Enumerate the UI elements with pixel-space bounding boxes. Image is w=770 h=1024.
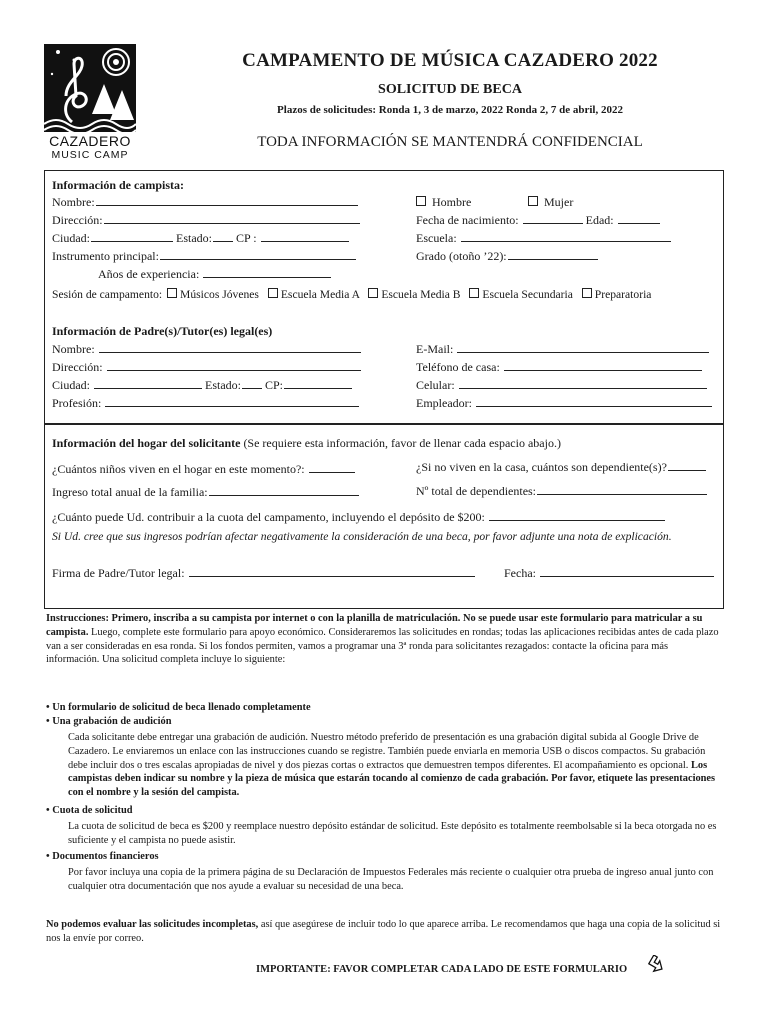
item-body: La cuota de solicitud de beca es $200 y reemplace nuestro depósito estándar de solicitud. Este depósito es totalmente reembolsable si la beca otorgada no es suficiente y el campista no puede asistir. [68, 821, 717, 846]
birthdate-label: Fecha de nacimiento: [416, 213, 519, 227]
logo-line1: CAZADERO [49, 133, 131, 149]
signature-label: Firma de Padre/Tutor legal: [52, 566, 185, 580]
guardian-profession-label: Profesión: [52, 396, 102, 410]
home-phone-label: Teléfono de casa: [416, 360, 500, 374]
dependents-outside-label: ¿Si no viven en la casa, cuántos son dependiente(s)? [416, 460, 667, 474]
camper-city-line[interactable] [91, 231, 173, 242]
camper-instrument-label: Instrumento principal: [52, 249, 159, 263]
guardian-name-label: Nombre: [52, 342, 95, 356]
camper-state-label: Estado: [176, 231, 212, 245]
item-body [68, 731, 720, 800]
home-phone-line[interactable] [504, 360, 702, 371]
guardian-city-label: Ciudad: [52, 378, 90, 392]
important-notice: IMPORTANTE: FAVOR COMPLETAR CADA LADO DE ESTE FORMULARIO [256, 964, 628, 975]
camper-years-line[interactable] [203, 267, 331, 278]
guardian-city-line[interactable] [94, 378, 202, 389]
instructions-bold: Instrucciones: Primero, inscriba a su campista por internet o con la planilla de matriculación. No se puede usar este formulario para matricular a su campista. [46, 613, 703, 638]
session-option-label: Escuela Secundaria [482, 288, 573, 301]
session-checkbox[interactable] [469, 288, 479, 298]
session-row [52, 288, 651, 301]
contribution-label: ¿Cuánto puede Ud. contribuir a la cuota del campamento, incluyendo el depósito de $200: [52, 510, 485, 524]
date-field[interactable] [504, 566, 714, 581]
employer-field[interactable] [416, 396, 712, 411]
male-option[interactable] [416, 195, 471, 210]
email-line[interactable] [457, 342, 709, 353]
session-option-middle-b[interactable] [368, 288, 460, 301]
guardian-heading: Información de Padre(s)/Tutor(es) legal(es) [52, 324, 273, 338]
cell-line[interactable] [459, 378, 707, 389]
guardian-address-label: Dirección: [52, 360, 103, 374]
female-checkbox[interactable] [528, 196, 538, 206]
item-title: Una grabación de audición [52, 716, 172, 727]
session-option-prep[interactable] [582, 288, 652, 301]
audition-body: Cada solicitante debe entregar una grabación de audición. Nuestro método preferido de presentación es una grabación digital subida al Google Drive de Cazadero. Le enviaremos un enlace con las instrucciones cuando se registre. También puede enviarla en memoria USB o discos compactos. Su grabación debe incluir dos o tres escalas apropiadas de nivel y dos piezas cortas o extractos que demuestren tempos diferentes. El acompañamiento es opcional. [68, 732, 706, 771]
camper-address-label: Dirección: [52, 213, 103, 227]
deadlines-text: Plazos de solicitudes: Ronda 1, 3 de marzo, 2022 Ronda 2, 7 de abril, 2022 [277, 104, 623, 116]
contribution-line[interactable] [489, 510, 665, 521]
camper-years-field[interactable] [98, 267, 331, 282]
camper-address-field[interactable] [52, 213, 360, 228]
school-field[interactable] [416, 231, 671, 246]
birthdate-line[interactable] [523, 213, 583, 224]
list-item: • Cuota de solicitud [46, 805, 133, 816]
grade-line[interactable] [508, 249, 598, 260]
logo-text [42, 134, 138, 162]
female-label: Mujer [544, 195, 574, 209]
dependents-total-line[interactable] [537, 484, 707, 495]
guardian-zip-label: CP: [265, 378, 284, 392]
session-option-label: Preparatoria [594, 288, 652, 301]
camper-instrument-line[interactable] [160, 249, 356, 260]
cell-field[interactable] [416, 378, 707, 393]
guardian-state-line[interactable] [242, 378, 262, 389]
contribution-field[interactable] [52, 510, 665, 525]
income-note: Si Ud. cree que sus ingresos podrían afectar negativamente la consideración de una beca, por favor adjunte una nota de explicación. [52, 530, 672, 543]
school-label: Escuela: [416, 231, 457, 245]
guardian-name-field[interactable] [52, 342, 361, 357]
email-field[interactable] [416, 342, 709, 357]
logo-line2: MUSIC CAMP [51, 149, 129, 161]
email-label: E-Mail: [416, 342, 454, 356]
employer-line[interactable] [476, 396, 712, 407]
session-option-label: Escuela Media B [381, 288, 461, 301]
session-option-young[interactable] [167, 288, 259, 301]
income-label: Ingreso total anual de la familia: [52, 485, 208, 499]
closing-bold: No podemos evaluar las solicitudes incompletas, [46, 919, 259, 930]
income-line[interactable] [209, 485, 359, 496]
cell-label: Celular: [416, 378, 455, 392]
household-heading-note: (Se requiere esta información, favor de llenar cada espacio abajo.) [240, 436, 561, 450]
turn-page-arrow-icon [645, 955, 665, 975]
children-label: ¿Cuántos niños viven en el hogar en este momento?: [52, 462, 305, 476]
guardian-address-field[interactable] [52, 360, 361, 375]
camper-zip-label: CP : [236, 231, 257, 245]
age-label: Edad: [585, 213, 614, 227]
signature-line[interactable] [189, 566, 475, 577]
date-label: Fecha: [504, 566, 536, 580]
camper-name-line[interactable] [96, 195, 358, 206]
dependents-total-field[interactable] [416, 484, 707, 499]
male-label: Hombre [432, 195, 472, 209]
item-title: Un formulario de solicitud de beca llenado completamente [52, 702, 311, 713]
instructions-rest: Luego, complete este formulario para apoyo económico. Consideraremos las solicitudes en rondas; todas las aplicaciones recibidas antes de cada plazo van a ser consideradas en esa ronda. Si los fondos permiten, vamos a programar una 3ª ronda para solicitantes rezagados: contacte la oficina para más información. Una solicitud completa incluye lo siguiente: [46, 626, 719, 666]
guardian-city-row [52, 378, 352, 393]
home-phone-field[interactable] [416, 360, 702, 375]
closing-paragraph [46, 918, 722, 946]
male-checkbox[interactable] [416, 196, 426, 206]
page-title: CAMPAMENTO DE MÚSICA CAZADERO 2022 [242, 50, 658, 71]
school-line[interactable] [461, 231, 671, 242]
income-field[interactable] [52, 485, 359, 500]
grade-field[interactable] [416, 249, 598, 264]
item-body: Por favor incluya una copia de la primera página de su Declaración de Impuestos Federales más reciente o cualquier otra prueba de ingreso anual junto con cualquier otra documentación que nos ayude a evaluar su necesidad de una beca. [68, 867, 714, 892]
page-subtitle: SOLICITUD DE BECA [378, 82, 522, 97]
session-checkbox[interactable] [167, 288, 177, 298]
camper-heading: Información de campista: [52, 178, 184, 192]
household-heading: Información del hogar del solicitante [52, 436, 241, 450]
guardian-profession-field[interactable] [52, 396, 359, 411]
dependents-outside-line[interactable] [668, 460, 706, 471]
guardian-state-label: Estado: [205, 378, 241, 392]
session-checkbox[interactable] [368, 288, 378, 298]
children-line[interactable] [309, 462, 355, 473]
female-option[interactable] [528, 195, 573, 210]
session-checkbox[interactable] [582, 288, 592, 298]
session-option-label: Escuela Media A [280, 288, 360, 301]
camper-city-row [52, 231, 349, 246]
closing-rest: así que asegúrese de incluir todo lo que aparece arriba. Le recomendamos que haga una copia de la solicitud si nos la envíe por correo. [46, 919, 721, 944]
session-label: Sesión de campamento: [52, 288, 163, 301]
session-checkbox[interactable] [268, 288, 278, 298]
session-option-label: Músicos Jóvenes [180, 288, 259, 301]
camper-address-line[interactable] [104, 213, 360, 224]
dependents-outside-field[interactable] [416, 460, 706, 475]
list-item: • Documentos financieros [46, 851, 159, 862]
camper-name-field[interactable] [52, 195, 358, 210]
guardian-name-line[interactable] [99, 342, 361, 353]
item-title: Documentos financieros [52, 851, 159, 862]
guardian-address-line[interactable] [107, 360, 361, 371]
household-heading-row [52, 436, 561, 451]
guardian-profession-line[interactable] [105, 396, 359, 407]
grade-label: Grado (otoño ’22): [416, 249, 507, 263]
camper-instrument-field[interactable] [52, 249, 356, 264]
camper-years-label: Años de experiencia: [98, 267, 200, 281]
audition-body-bold: Los campistas deben indicar su nombre y la pieza de música que estarán tocando al comienzo de cada grabación. Por favor, etiquete las presentaciones con el nombre y la sesión del campista. [68, 759, 716, 799]
dependents-total-label: Nº total de dependientes: [416, 484, 537, 498]
list-item: • Una grabación de audición [46, 716, 172, 727]
signature-field[interactable] [52, 566, 475, 581]
birthdate-row [416, 213, 660, 228]
camper-zip-line[interactable] [261, 231, 349, 242]
date-line[interactable] [540, 566, 714, 577]
age-line[interactable] [618, 213, 660, 224]
item-title: Cuota de solicitud [52, 805, 133, 816]
guardian-zip-line[interactable] [284, 378, 352, 389]
camper-name-label: Nombre: [52, 195, 95, 209]
list-item: • Un formulario de solicitud de beca llenado completamente [46, 702, 311, 713]
camper-state-line[interactable] [213, 231, 233, 242]
children-field[interactable] [52, 462, 355, 477]
confidential-notice: TODA INFORMACIÓN SE MANTENDRÁ CONFIDENCIAL [257, 134, 643, 150]
instructions-paragraph [46, 612, 722, 667]
employer-label: Empleador: [416, 396, 472, 410]
camper-city-label: Ciudad: [52, 231, 90, 245]
session-option-middle-a[interactable] [268, 288, 360, 301]
session-option-high[interactable] [469, 288, 572, 301]
